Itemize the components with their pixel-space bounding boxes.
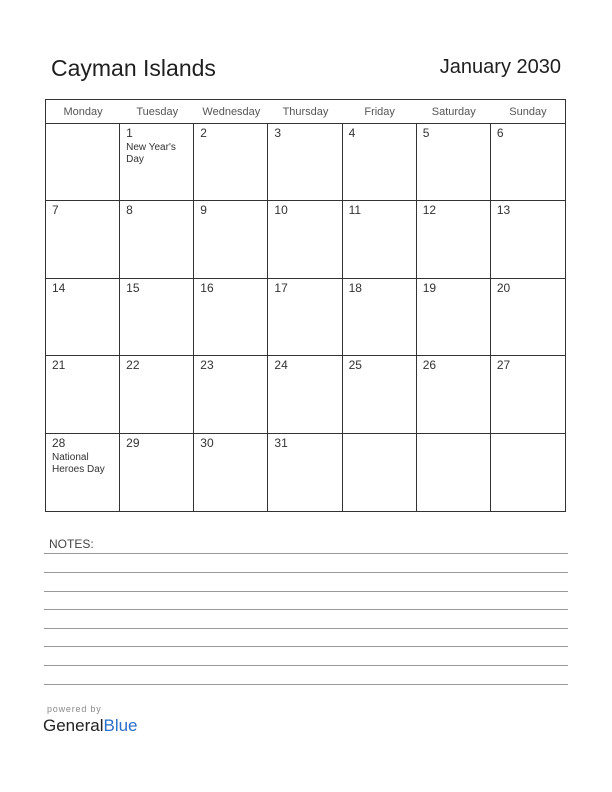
day-cell (46, 356, 120, 433)
day-cell (194, 434, 268, 511)
day-cell (120, 356, 194, 433)
day-cell (417, 124, 491, 201)
day-cell (194, 279, 268, 356)
brand-logo (43, 716, 138, 736)
day-cell (120, 279, 194, 356)
day-cell (120, 201, 194, 278)
notes-line (44, 609, 568, 610)
day-number: 19 (422, 280, 437, 295)
day-number: 1 (126, 126, 133, 140)
day-number: 8 (126, 203, 133, 218)
day-cell (46, 434, 120, 511)
day-cell (46, 201, 120, 278)
day-number: 7 (52, 203, 59, 218)
holiday-label: New Year's Day (126, 142, 176, 165)
country-title: Cayman Islands (51, 55, 216, 81)
day-cell (268, 279, 342, 356)
day-number: 4 (348, 126, 356, 140)
notes-line (44, 665, 568, 666)
day-cell (120, 124, 194, 201)
brand-blue: Blue (103, 716, 138, 735)
powered-by-text: powered by (47, 704, 102, 714)
day-number: 11 (348, 203, 362, 218)
day-number: 31 (274, 435, 288, 450)
day-number: 23 (200, 358, 214, 373)
day-cell (268, 356, 342, 433)
day-cell (491, 356, 565, 433)
brand-general: General (43, 716, 104, 735)
day-number: 24 (274, 358, 288, 373)
weekday-header: Sunday (491, 100, 565, 124)
day-number: 15 (126, 280, 140, 295)
day-cell (194, 356, 268, 433)
day-number: 28 (52, 435, 66, 450)
day-number: 17 (274, 280, 288, 295)
day-number: 5 (422, 126, 430, 140)
day-cell (46, 279, 120, 356)
day-number: 21 (52, 358, 66, 373)
day-cell (343, 434, 417, 511)
day-cell (343, 356, 417, 433)
day-number: 12 (422, 203, 437, 218)
weekday-header: Thursday (268, 100, 342, 124)
day-number: 27 (496, 358, 511, 373)
day-number: 22 (126, 358, 140, 373)
day-cell (194, 124, 268, 201)
weekday-header: Saturday (417, 100, 491, 124)
day-number: 29 (126, 435, 140, 450)
weekday-header: Friday (343, 100, 417, 124)
weekday-header: Tuesday (120, 100, 194, 124)
notes-line (44, 553, 568, 554)
weekday-header: Wednesday (194, 100, 268, 124)
day-number: 6 (496, 126, 504, 140)
month-title: January 2030 (439, 56, 561, 78)
day-cell (417, 356, 491, 433)
day-number: 18 (348, 280, 362, 295)
notes-label: NOTES: (49, 537, 94, 551)
day-number: 14 (52, 280, 66, 295)
day-cell (343, 279, 417, 356)
day-cell (268, 201, 342, 278)
day-cell (417, 201, 491, 278)
day-cell (120, 434, 194, 511)
day-number: 30 (200, 435, 214, 450)
notes-line (44, 646, 568, 647)
notes-line (44, 591, 568, 592)
holiday-label: National Heroes Day (52, 451, 105, 475)
day-number: 13 (496, 203, 511, 218)
day-number: 25 (348, 358, 362, 373)
day-cell (268, 434, 342, 511)
day-cell (491, 201, 565, 278)
day-number: 3 (274, 126, 282, 140)
day-cell (194, 201, 268, 278)
day-cell (343, 201, 417, 278)
calendar-grid (45, 99, 566, 512)
day-number: 16 (200, 280, 214, 295)
notes-line (44, 572, 568, 573)
weekday-header: Monday (46, 100, 120, 124)
day-cell (491, 434, 565, 511)
day-cell (268, 124, 342, 201)
day-cell (491, 279, 565, 356)
day-cell (491, 124, 565, 201)
day-cell (417, 279, 491, 356)
notes-line (44, 684, 568, 685)
day-cell (343, 124, 417, 201)
notes-line (44, 628, 568, 629)
day-number: 26 (422, 358, 437, 373)
day-cell (417, 434, 491, 511)
day-number: 2 (200, 126, 207, 140)
day-number: 10 (274, 203, 288, 218)
day-cell (46, 124, 120, 201)
day-number: 9 (200, 203, 207, 218)
day-number: 20 (496, 280, 511, 295)
